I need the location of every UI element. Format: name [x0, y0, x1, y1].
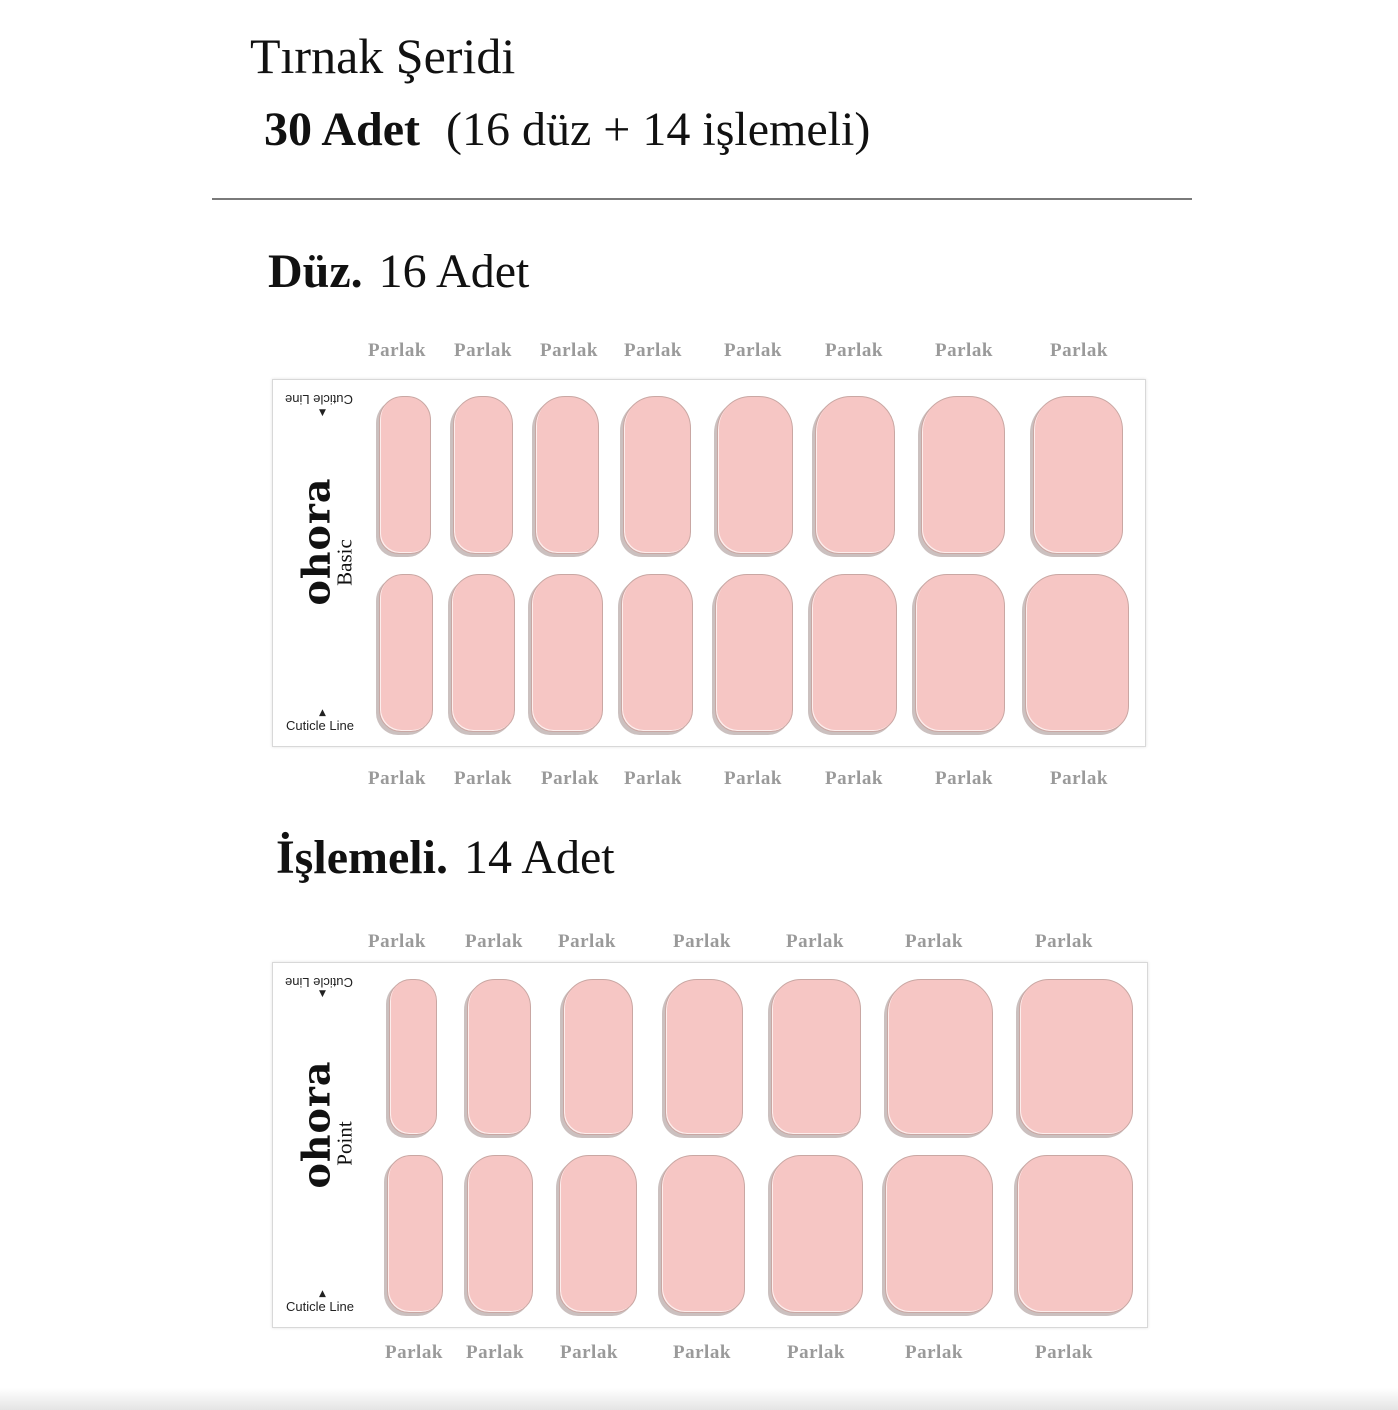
- nail-tip: [563, 979, 633, 1135]
- nail-tip: [531, 574, 603, 732]
- finish-label: Parlak: [935, 340, 993, 361]
- finish-label: Parlak: [905, 931, 963, 952]
- brand-logo: ohora: [293, 1060, 339, 1189]
- finish-label: Parlak: [368, 768, 426, 789]
- section-heading-count: 16 Adet: [378, 245, 530, 298]
- finish-label: Parlak: [786, 931, 844, 952]
- nail-tip: [885, 1155, 993, 1313]
- nail-tip: [623, 396, 691, 554]
- cuticle-line-label-top: Cuticle Line: [285, 392, 353, 407]
- finish-label: Parlak: [724, 768, 782, 789]
- nail-tip: [715, 574, 793, 732]
- section-heading-plain: [268, 242, 529, 302]
- nail-tip: [915, 574, 1005, 732]
- nail-tip: [1019, 979, 1133, 1135]
- section-heading-bold: Düz.: [268, 245, 363, 298]
- arrow-up-icon: ▲: [319, 708, 326, 718]
- nail-tip: [1033, 396, 1123, 554]
- nail-tip: [815, 396, 895, 554]
- finish-label: Parlak: [385, 1342, 443, 1363]
- nail-tip: [387, 1155, 443, 1313]
- nail-tip: [717, 396, 793, 554]
- nail-tip: [379, 574, 433, 732]
- nail-tip: [621, 574, 693, 732]
- cuticle-line-label-top: Cuticle Line: [285, 975, 353, 990]
- finish-label: Parlak: [724, 340, 782, 361]
- finish-label: Parlak: [540, 340, 598, 361]
- finish-label: Parlak: [905, 1342, 963, 1363]
- finish-label: Parlak: [560, 1342, 618, 1363]
- section-heading-bold: İşlemeli.: [276, 831, 448, 884]
- nail-tip: [921, 396, 1005, 554]
- section-heading-count: 14 Adet: [463, 831, 615, 884]
- brand-line-label: Point: [332, 1121, 357, 1166]
- arrow-down-icon: ▼: [319, 989, 326, 999]
- cuticle-line-label-bottom: Cuticle Line: [286, 1299, 354, 1314]
- nail-tip: [887, 979, 993, 1135]
- finish-label: Parlak: [935, 768, 993, 789]
- finish-label: Parlak: [825, 340, 883, 361]
- divider: [212, 198, 1192, 200]
- nail-tip: [451, 574, 515, 732]
- finish-label: Parlak: [1035, 1342, 1093, 1363]
- finish-label: Parlak: [368, 340, 426, 361]
- piece-count-total: 30 Adet: [264, 103, 420, 156]
- finish-label: Parlak: [825, 768, 883, 789]
- arrow-up-icon: ▲: [319, 1289, 326, 1299]
- nail-tip: [661, 1155, 745, 1313]
- finish-label: Parlak: [368, 931, 426, 952]
- finish-label: Parlak: [465, 931, 523, 952]
- nail-tip: [665, 979, 743, 1135]
- finish-label: Parlak: [1050, 340, 1108, 361]
- finish-label: Parlak: [541, 768, 599, 789]
- page-title: Tırnak Şeridi: [250, 28, 516, 84]
- piece-count: [264, 100, 870, 160]
- finish-label: Parlak: [454, 768, 512, 789]
- nail-tip: [467, 979, 531, 1135]
- section-heading-decorated: [276, 828, 615, 888]
- finish-label: Parlak: [673, 1342, 731, 1363]
- finish-label: Parlak: [1050, 768, 1108, 789]
- nail-tip: [535, 396, 599, 554]
- finish-label: Parlak: [454, 340, 512, 361]
- nail-tip: [771, 1155, 863, 1313]
- finish-label: Parlak: [624, 768, 682, 789]
- finish-label: Parlak: [787, 1342, 845, 1363]
- arrow-down-icon: ▼: [319, 408, 326, 418]
- finish-label: Parlak: [466, 1342, 524, 1363]
- nail-tip: [453, 396, 513, 554]
- nail-tip: [467, 1155, 533, 1313]
- finish-label: Parlak: [624, 340, 682, 361]
- nail-sheet-decorated: [272, 962, 1148, 1328]
- nail-tip: [811, 574, 897, 732]
- nail-tip: [559, 1155, 637, 1313]
- finish-label: Parlak: [1035, 931, 1093, 952]
- piece-count-detail: (16 düz + 14 işlemeli): [446, 103, 871, 156]
- finish-label: Parlak: [673, 931, 731, 952]
- nail-tip: [379, 396, 431, 554]
- cuticle-line-label-bottom: Cuticle Line: [286, 718, 354, 733]
- brand-logo: ohora: [293, 477, 339, 606]
- nail-tip: [1025, 574, 1129, 732]
- nail-sheet-plain: [272, 379, 1146, 747]
- finish-label: Parlak: [558, 931, 616, 952]
- nail-tip: [771, 979, 861, 1135]
- nail-tip: [1017, 1155, 1133, 1313]
- brand-line-label: Basic: [332, 539, 357, 586]
- page-bottom-shadow: [0, 1388, 1398, 1410]
- nail-tip: [389, 979, 437, 1135]
